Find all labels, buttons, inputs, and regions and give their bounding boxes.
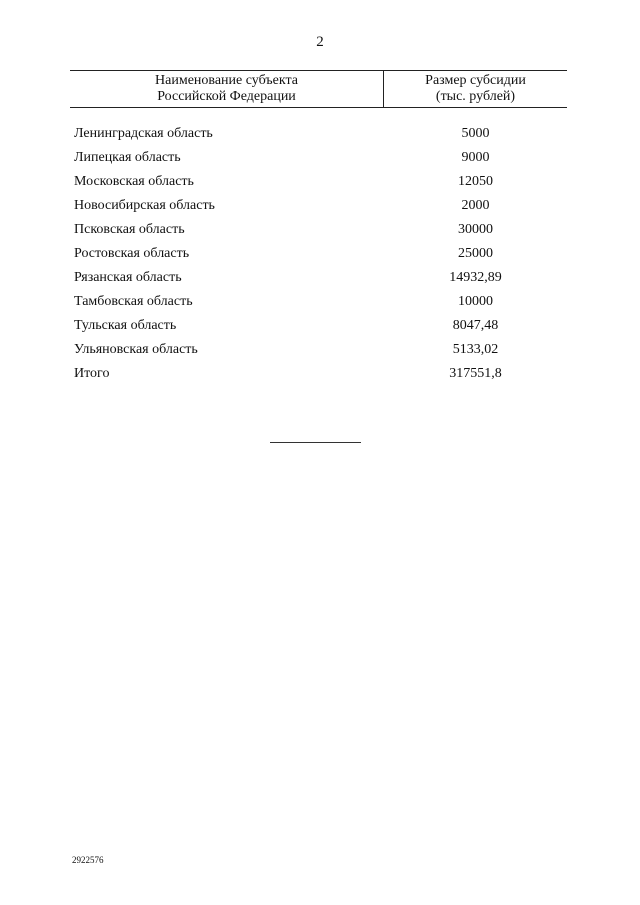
page-number: 2	[316, 34, 324, 50]
subsidy-amount: 2000	[461, 198, 490, 213]
subsidy-amount: 5133,02	[452, 342, 499, 357]
table-row	[0, 122, 640, 146]
subsidy-amount: 8047,48	[452, 318, 499, 333]
subsidy-amount: 12050	[458, 174, 493, 189]
region-name: Псковская область	[74, 222, 185, 237]
subsidy-amount: 9000	[461, 150, 490, 165]
subject-column-header	[70, 73, 383, 105]
region-name: Ульяновская область	[74, 342, 198, 357]
region-name: Липецкая область	[74, 150, 181, 165]
table-body	[0, 122, 640, 386]
document-code: 2922576	[72, 855, 104, 865]
table-row	[0, 242, 640, 266]
table-row	[0, 290, 640, 314]
subject-header-line2: Российской Федерации	[157, 89, 296, 104]
total-label: Итого	[74, 366, 110, 381]
total-row	[0, 362, 640, 386]
amount-header-line1: Размер субсидии	[425, 73, 526, 88]
table-row	[0, 170, 640, 194]
region-name: Тульская область	[74, 318, 177, 333]
table-header	[70, 70, 567, 108]
subsidy-amount: 30000	[458, 222, 493, 237]
region-name: Ленинградская область	[74, 126, 213, 141]
subject-header-line1: Наименование субъекта	[155, 73, 298, 88]
amount-header-line2: (тыс. рублей)	[435, 89, 516, 104]
total-amount: 317551,8	[449, 366, 502, 381]
amount-column-header	[384, 73, 567, 105]
table-row	[0, 218, 640, 242]
region-name: Рязанская область	[74, 270, 182, 285]
subsidy-amount: 5000	[461, 126, 490, 141]
table-row	[0, 194, 640, 218]
subsidy-amount: 10000	[458, 294, 493, 309]
table-row	[0, 338, 640, 362]
region-name: Тамбовская область	[74, 294, 193, 309]
region-name: Ростовская область	[74, 246, 190, 261]
region-name: Московская область	[74, 174, 194, 189]
end-of-document-rule	[270, 442, 361, 443]
subsidy-amount: 14932,89	[449, 270, 502, 285]
region-name: Новосибирская область	[74, 198, 215, 213]
table-row	[0, 146, 640, 170]
table-row	[0, 266, 640, 290]
table-row	[0, 314, 640, 338]
subsidy-amount: 25000	[458, 246, 493, 261]
